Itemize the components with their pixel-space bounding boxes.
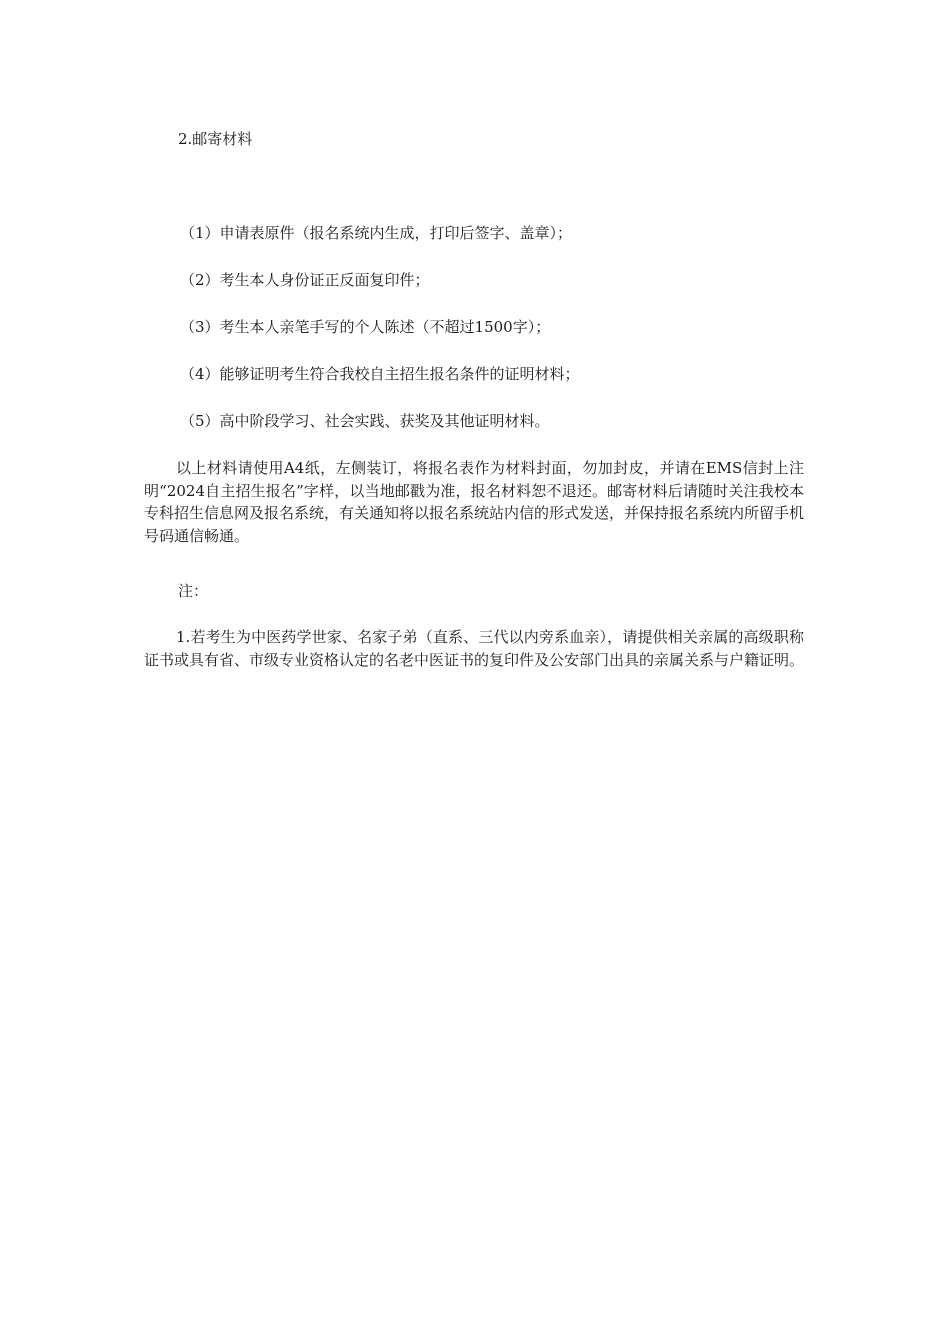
instructions-paragraph: 以上材料请使用A4纸，左侧装订，将报名表作为材料封面，勿加封皮，并请在EMS信封上注明“2024自主招生报名”字样，以当地邮戳为准，报名材料恕不退还。邮寄材料后请随时关注我校本专科招生信息网及报名系统，有关通知将以报名系统站内信的形式发送，并保持报名系统内所留手机号码通信畅通。 xyxy=(144,459,805,545)
note-paragraph: 1.若考生为中医药学世家、名家子弟（直系、三代以内旁系血亲），请提供相关亲属的高级职称证书或具有省、市级专业资格认定的名老中医证书的复印件及公安部门出具的亲属关系与户籍证明。 xyxy=(144,628,805,669)
list-item: （3）考生本人亲笔手写的个人陈述（不超过1500字）； xyxy=(180,318,551,336)
note-label: 注： xyxy=(178,582,209,600)
list-item: （4）能够证明考生符合我校自主招生报名条件的证明材料； xyxy=(180,365,580,383)
list-item: （1）申请表原件（报名系统内生成，打印后签字、盖章）； xyxy=(180,224,573,242)
list-item: （5）高中阶段学习、社会实践、获奖及其他证明材料。 xyxy=(180,412,550,430)
list-item: （2）考生本人身份证正反面复印件； xyxy=(180,271,430,289)
section-heading: 2.邮寄材料 xyxy=(178,130,253,148)
